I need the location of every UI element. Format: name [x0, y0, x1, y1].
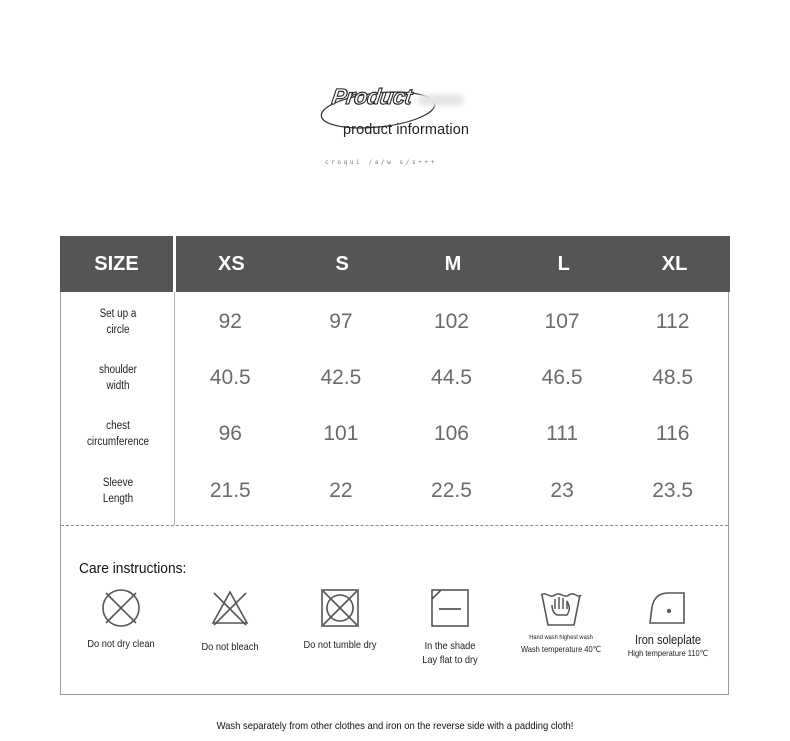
table-cell: 40.5: [209, 366, 251, 389]
size-header-xl: XL: [661, 252, 688, 275]
row-label-line: Length: [102, 493, 134, 505]
table-cell: 106: [433, 422, 469, 445]
table-cell: 23: [550, 479, 574, 502]
table-cell: 92: [218, 310, 242, 333]
shade-flat-dry-icon: [429, 587, 471, 629]
care-item-no-dry-clean: [66, 587, 176, 651]
row-label-line: circumference: [86, 436, 150, 448]
hand-wash-icon: [538, 587, 584, 629]
table-cell: 112: [655, 310, 690, 333]
care-label: Do not bleach: [201, 641, 259, 653]
care-label-line: Wash temperature 40℃: [520, 644, 602, 654]
no-dry-clean-icon: [100, 587, 142, 629]
row-label-line: width: [106, 380, 130, 392]
size-header-m: M: [444, 252, 462, 275]
care-item-no-tumble-dry: [285, 587, 395, 652]
care-item-shade-flat-dry: [395, 587, 505, 667]
tagline: croqui /a/w s/s+++: [325, 159, 437, 166]
table-cell: 46.5: [541, 366, 583, 389]
size-header-s: S: [335, 252, 349, 275]
care-label-line: Hand wash highest wash: [529, 634, 593, 641]
table-cell: 102: [433, 310, 469, 333]
care-item-hand-wash: [506, 587, 616, 655]
care-label: [513, 633, 610, 655]
care-label-line: Lay flat to dry: [422, 654, 478, 666]
table-cell: 96: [218, 422, 242, 445]
no-tumble-dry-icon: [319, 587, 361, 629]
care-label: Do not tumble dry: [303, 639, 377, 651]
table-row: [61, 474, 728, 508]
table-cell: 111: [546, 422, 579, 445]
row-label-line: Set up a: [99, 308, 137, 320]
care-item-no-bleach: [175, 587, 285, 654]
care-label-line: In the shade: [424, 640, 476, 652]
logo-subtitle: product information: [343, 122, 470, 138]
table-cell: 107: [544, 310, 580, 333]
table-cell: 22: [329, 479, 353, 502]
size-header-l: L: [557, 252, 570, 275]
logo-word: Product: [330, 84, 414, 109]
table-cell: 44.5: [431, 366, 472, 389]
row-label-line: circle: [106, 324, 130, 336]
care-label-line: High temperature 110℃: [627, 648, 709, 658]
table-cell: 23.5: [652, 479, 694, 502]
row-label: [69, 418, 167, 450]
row-label: [69, 362, 167, 394]
row-label: [69, 475, 167, 507]
row-label-line: chest: [106, 420, 130, 432]
footer-note: Wash separately from other clothes and iron on the reverse side with a padding cloth!: [216, 720, 574, 732]
iron-icon: [646, 587, 690, 629]
row-label-line: Sleeve: [102, 477, 134, 489]
product-logo: [318, 84, 488, 146]
table-cell: 48.5: [652, 366, 694, 389]
size-header-row: [60, 236, 730, 292]
size-chart-panel: [60, 236, 729, 695]
row-label-line: shoulder: [99, 364, 137, 376]
table-cell: 42.5: [320, 366, 362, 389]
table-cell: 101: [323, 422, 359, 445]
row-label: [69, 306, 167, 338]
size-header-label: SIZE: [60, 236, 176, 292]
table-cell: 116: [655, 422, 690, 445]
care-label-line: Iron soleplate: [634, 633, 702, 647]
care-item-iron: [613, 587, 723, 659]
care-label: [620, 633, 717, 659]
table-row: [61, 305, 728, 339]
no-bleach-icon: [209, 587, 251, 629]
logo-blur: [418, 94, 464, 106]
table-cell: 22.5: [431, 479, 472, 502]
table-row: [61, 361, 728, 395]
care-title: Care instructions:: [79, 560, 187, 577]
table-cell: 21.5: [209, 479, 251, 502]
care-label: [402, 639, 499, 667]
care-label: Do not dry clean: [87, 638, 155, 650]
table-cell: 97: [329, 310, 353, 333]
table-row: [61, 417, 728, 451]
dashed-divider: [61, 525, 728, 526]
size-header-xs: XS: [218, 252, 245, 275]
